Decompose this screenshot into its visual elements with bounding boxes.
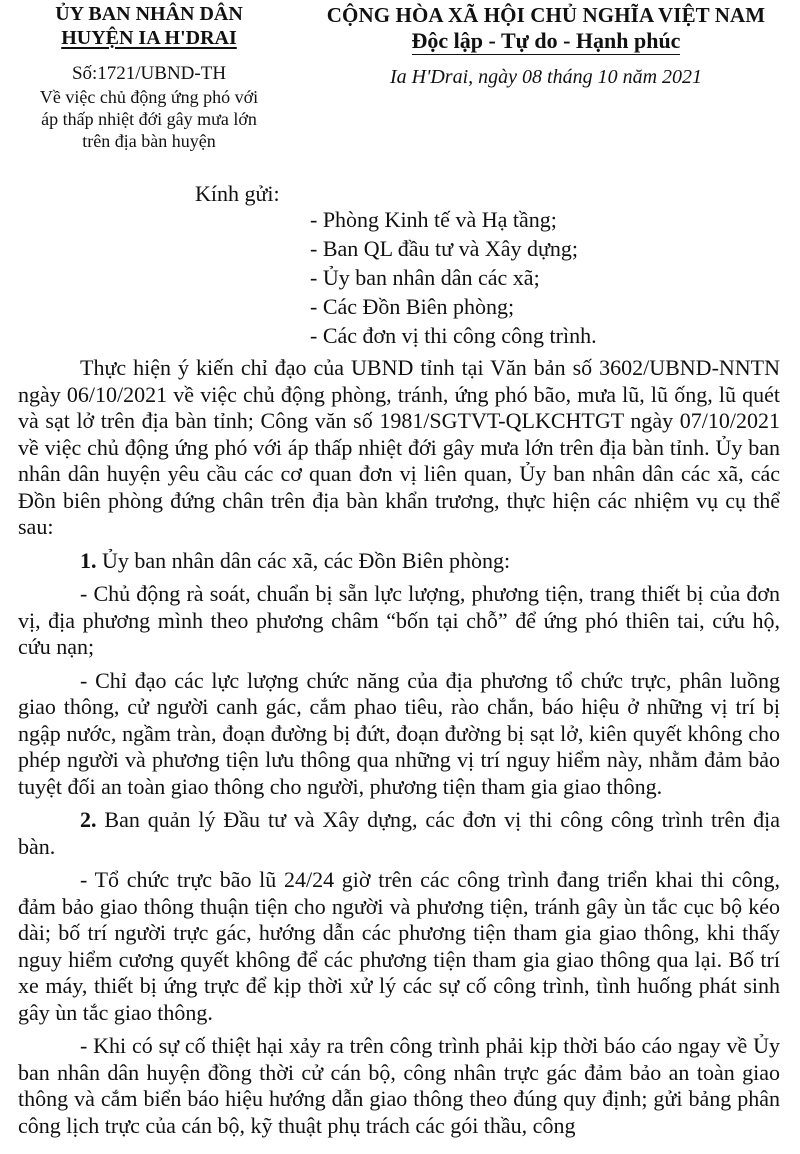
section-2-paragraph-1: - Tổ chức trực bão lũ 24/24 giờ trên các công trình đang triển khai thi công, đảm bảo giao thông thuận tiện cho người và phương tiện, tránh gây ùn tắc cục bộ kéo dài; bố trí người trực gác, hướng dẫn các phương tiện tham gia giao thông, khi thấy nguy hiểm cương quyết không để các phương tiện tham gia giao thông qua lại. Bố trí xe máy, thiết bị ứng trực để kịp thời xử lý các sự cố công trình, tình huống phát sinh gây ùn tắc giao thông.: [18, 867, 780, 1025]
recipient-item: - Phòng Kinh tế và Hạ tầng;: [310, 207, 557, 232]
section-1-number: 1.: [80, 547, 97, 573]
national-header: [292, 2, 800, 90]
national-motto-text: Độc lập - Tự do - Hạnh phúc: [411, 28, 681, 53]
document-number: Số:1721/UBND-TH: [71, 63, 227, 84]
recipient-item: - Các Đồn Biên phòng;: [310, 294, 515, 319]
section-1-paragraph-1: - Chủ động rà soát, chuẩn bị sẵn lực lượng, phương tiện, trang thiết bị của đơn vị, địa phương mình theo phương châm “bốn tại chỗ” để ứng phó thiên tai, cứu hộ, cứu nạn;: [18, 581, 780, 659]
section-1-title: Ủy ban nhân dân các xã, các Đồn Biên phòng:: [102, 547, 511, 573]
subject-line-3: trên địa bàn huyện: [82, 131, 216, 151]
national-motto: [292, 28, 800, 54]
addressee-label: Kính gửi:: [195, 181, 280, 206]
place-date: Ia H'Drai, ngày 08 tháng 10 năm 2021: [389, 66, 703, 88]
section-2-number: 2.: [80, 807, 97, 832]
recipient-list: [310, 205, 597, 350]
intro-paragraph: Thực hiện ý kiến chỉ đạo của UBND tỉnh tại Văn bản số 3602/UBND-NNTN ngày 06/10/2021 về việc chủ động phòng, tránh, ứng phó bão, mưa lũ, lũ ống, lũ quét và sạt lở trên địa bàn tỉnh; Công văn số 1981/SGTVT-QLKCHTGT ngày 07/10/2021 về việc chủ động ứng phó với áp thấp nhiệt đới gây mưa lớn trên địa bàn tỉnh. Ủy ban nhân dân huyện yêu cầu các cơ quan đơn vị liên quan, Ủy ban nhân dân các xã, các Đồn biên phòng đứng chân trên địa bàn khẩn trương, thực hiện các nhiệm vụ cụ thể sau:: [18, 355, 780, 539]
recipient-item: - Ban QL đầu tư và Xây dựng;: [310, 236, 579, 261]
subject-line-2: áp thấp nhiệt đới gây mưa lớn: [41, 109, 257, 129]
issuer-name-line2: HUYỆN IA H'DRAI: [61, 27, 237, 49]
section-2-title: Ban quản lý Đầu tư và Xây dựng, các đơn vị thi công công trình trên địa bàn.: [18, 807, 780, 859]
recipient-item: - Ủy ban nhân dân các xã;: [310, 265, 540, 290]
section-2-heading: [18, 807, 780, 860]
section-1-heading: [18, 548, 780, 575]
document-body: [18, 355, 780, 1146]
subject-line-1: Về việc chủ động ứng phó với: [39, 87, 259, 107]
section-2-paragraph-2: - Khi có sự cố thiệt hại xảy ra trên công trình phải kịp thời báo cáo ngay về Ủy ban nhân dân huyện đồng thời cử cán bộ, công nhân trực gác đảm bảo an toàn giao thông và cắm biển báo hiệu hướng dẫn giao thông theo đúng quy định; gửi bảng phân công lịch trực của cán bộ, kỹ thuật phụ trách các gói thầu, công: [18, 1033, 780, 1138]
issuer-block: [18, 2, 280, 152]
national-title: CỘNG HÒA XÃ HỘI CHỦ NGHĨA VIỆT NAM: [326, 3, 766, 27]
section-1-paragraph-2: - Chỉ đạo các lực lượng chức năng của địa phương tổ chức trực, phân luồng giao thông, cử người canh gác, cắm phao tiêu, rào chắn, báo hiệu ở những vị trí bị ngập nước, ngầm tràn, đoạn đường bị đứt, đoạn đường bị sạt lở, kiên quyết không cho phép người và phương tiện lưu thông qua những vị trí nguy hiểm này, nhằm đảm bảo tuyệt đối an toàn giao thông cho người, phương tiện tham gia giao thông.: [18, 667, 780, 799]
issuer-name-line1: ỦY BAN NHÂN DÂN: [55, 3, 243, 25]
recipient-item: - Các đơn vị thi công công trình.: [310, 323, 597, 348]
